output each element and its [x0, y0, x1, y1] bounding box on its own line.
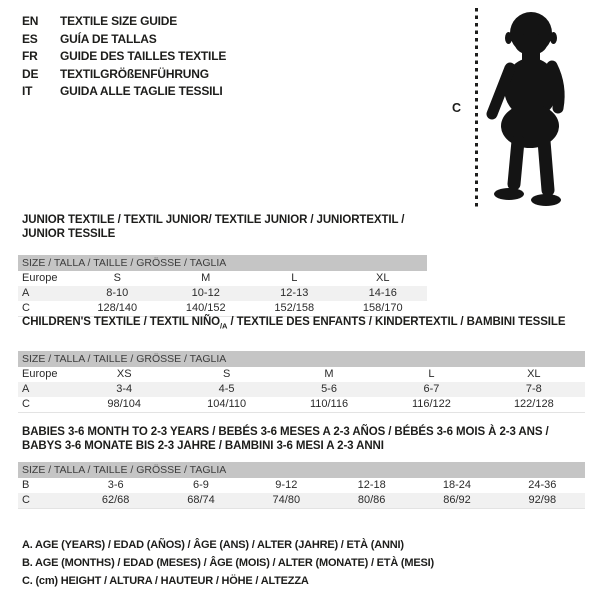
- size-cell: 14-16: [368, 287, 397, 299]
- size-cell: 7-8: [525, 382, 542, 395]
- size-cell: 92/98: [528, 494, 557, 506]
- size-cell: 152/158: [274, 302, 315, 314]
- size-cell: 74/80: [272, 494, 301, 506]
- size-cell: 86/92: [443, 494, 471, 506]
- note-age-years: A. AGE (YEARS) / EDAD (AÑOS) / ÂGE (ANS) / ALTER (JAHRE) / ETÀ (ANNI): [22, 539, 404, 551]
- language-title: GUIDE DES TAILLES TEXTILE: [60, 49, 227, 63]
- language-code: DE: [22, 66, 39, 81]
- height-measure-line: [475, 8, 478, 210]
- row-label: Europe: [22, 367, 58, 380]
- size-cell: 140/152: [185, 302, 226, 314]
- section-title-line1: BABIES 3-6 MONTH TO 2-3 YEARS / BEBÉS 3-6 MESES A 2-3 AÑOS / BÉBÉS 3-6 MOIS À 2-3 ANS /: [22, 426, 549, 438]
- size-cell: 6-7: [423, 382, 440, 395]
- language-code: ES: [22, 31, 38, 46]
- size-cell: 5-6: [321, 382, 337, 395]
- note-age-months: B. AGE (MONTHS) / EDAD (MESES) / ÂGE (MOIS) / ALTER (MONATE) / ETÀ (MESI): [22, 557, 434, 569]
- size-cell: S: [222, 367, 231, 380]
- language-row: [22, 31, 226, 49]
- language-row: [22, 83, 226, 101]
- size-cell: 12-13: [280, 287, 309, 299]
- size-cell: 24-36: [528, 479, 557, 491]
- table-row: [18, 397, 585, 412]
- size-cell: XS: [116, 367, 132, 380]
- size-cell: 9-12: [275, 479, 298, 491]
- size-cell: M: [324, 367, 334, 380]
- size-bar-label: SIZE / TALLA / TAILLE / GRÖSSE / TAGLIA: [18, 462, 585, 478]
- section-title: [18, 214, 427, 241]
- size-bar-label: SIZE / TALLA / TAILLE / GRÖSSE / TAGLIA: [18, 351, 585, 367]
- language-row: [22, 66, 226, 84]
- size-cell: 62/68: [101, 494, 130, 506]
- row-label: Europe: [22, 272, 58, 284]
- size-cell: M: [201, 272, 211, 284]
- language-code: FR: [22, 49, 38, 63]
- language-code: EN: [22, 14, 39, 28]
- size-cell: XL: [376, 272, 390, 284]
- section-children-textile: [18, 316, 585, 413]
- size-cell: L: [291, 272, 298, 284]
- size-cell: 80/86: [357, 494, 386, 506]
- size-cell: 8-10: [106, 287, 129, 299]
- size-cell: 116/122: [411, 397, 451, 410]
- table-row: [18, 367, 585, 382]
- size-cell: 128/140: [97, 302, 138, 314]
- section-title-text: JUNIOR TEXTILE / TEXTIL JUNIOR/ TEXTILE JUNIOR / JUNIORTEXTIL / JUNIOR TESSILE: [22, 214, 405, 240]
- babies-size-table: [18, 462, 585, 509]
- size-cell: 4-5: [218, 382, 235, 395]
- section-title: [18, 426, 585, 453]
- language-row: [22, 13, 226, 31]
- row-label: B: [22, 479, 30, 491]
- size-cell: 3-6: [107, 479, 124, 491]
- height-measure-label: C: [452, 101, 462, 115]
- size-cell: 18-24: [442, 479, 472, 491]
- size-cell: XL: [527, 367, 541, 380]
- size-cell: L: [428, 367, 435, 380]
- size-cell: 12-18: [357, 479, 386, 491]
- size-cell: 6-9: [193, 479, 209, 491]
- section-babies-textile: [18, 426, 585, 509]
- section-junior-textile: [18, 214, 427, 317]
- row-label: A: [22, 382, 30, 395]
- table-row: [18, 301, 427, 316]
- section-title-subscript: /A: [220, 321, 228, 331]
- row-label: C: [22, 302, 30, 314]
- size-cell: 104/110: [207, 397, 247, 410]
- section-title-text: CHILDREN'S TEXTILE / TEXTIL NIÑO: [22, 316, 221, 328]
- language-list: [22, 13, 226, 101]
- size-cell: S: [113, 272, 121, 284]
- section-title-line2: BABYS 3-6 MONATE BIS 2-3 JAHRE / BAMBINI 3-6 MESI A 2-3 ANNI: [22, 439, 384, 452]
- baby-silhouette-figure: [482, 6, 577, 206]
- language-row: [22, 48, 226, 66]
- table-row: [18, 478, 585, 493]
- size-cell: 10-12: [191, 287, 220, 299]
- language-title: TEXTILGRÖßENFÜHRUNG: [60, 66, 209, 81]
- section-title: [18, 316, 585, 333]
- size-cell: 3-4: [116, 382, 133, 395]
- row-label: A: [22, 287, 30, 299]
- language-title: GUIDA ALLE TAGLIE TESSILI: [60, 84, 223, 98]
- table-row: [18, 286, 427, 301]
- table-row: [18, 271, 427, 286]
- language-code: IT: [22, 84, 33, 98]
- size-bar-label: SIZE / TALLA / TAILLE / GRÖSSE / TAGLIA: [18, 255, 427, 271]
- table-row: [18, 382, 585, 397]
- language-title: TEXTILE SIZE GUIDE: [60, 14, 178, 28]
- size-cell: 68/74: [187, 494, 215, 506]
- row-label: C: [22, 397, 30, 410]
- size-cell: 158/170: [362, 302, 403, 314]
- size-cell: 122/128: [513, 397, 554, 410]
- table-row: [18, 493, 585, 508]
- children-size-table: [18, 351, 585, 413]
- language-title: GUÍA DE TALLAS: [60, 31, 157, 46]
- note-height: C. (cm) HEIGHT / ALTURA / HAUTEUR / HÖHE / ALTEZZA: [22, 575, 309, 587]
- size-cell: 98/104: [107, 397, 142, 410]
- junior-size-table: [18, 255, 427, 317]
- size-cell: 110/116: [309, 397, 349, 410]
- section-title-text: / TEXTILE DES ENFANTS / KINDERTEXTIL / BAMBINI TESSILE: [227, 316, 566, 328]
- row-label: C: [22, 494, 30, 506]
- legend-notes: [22, 536, 434, 590]
